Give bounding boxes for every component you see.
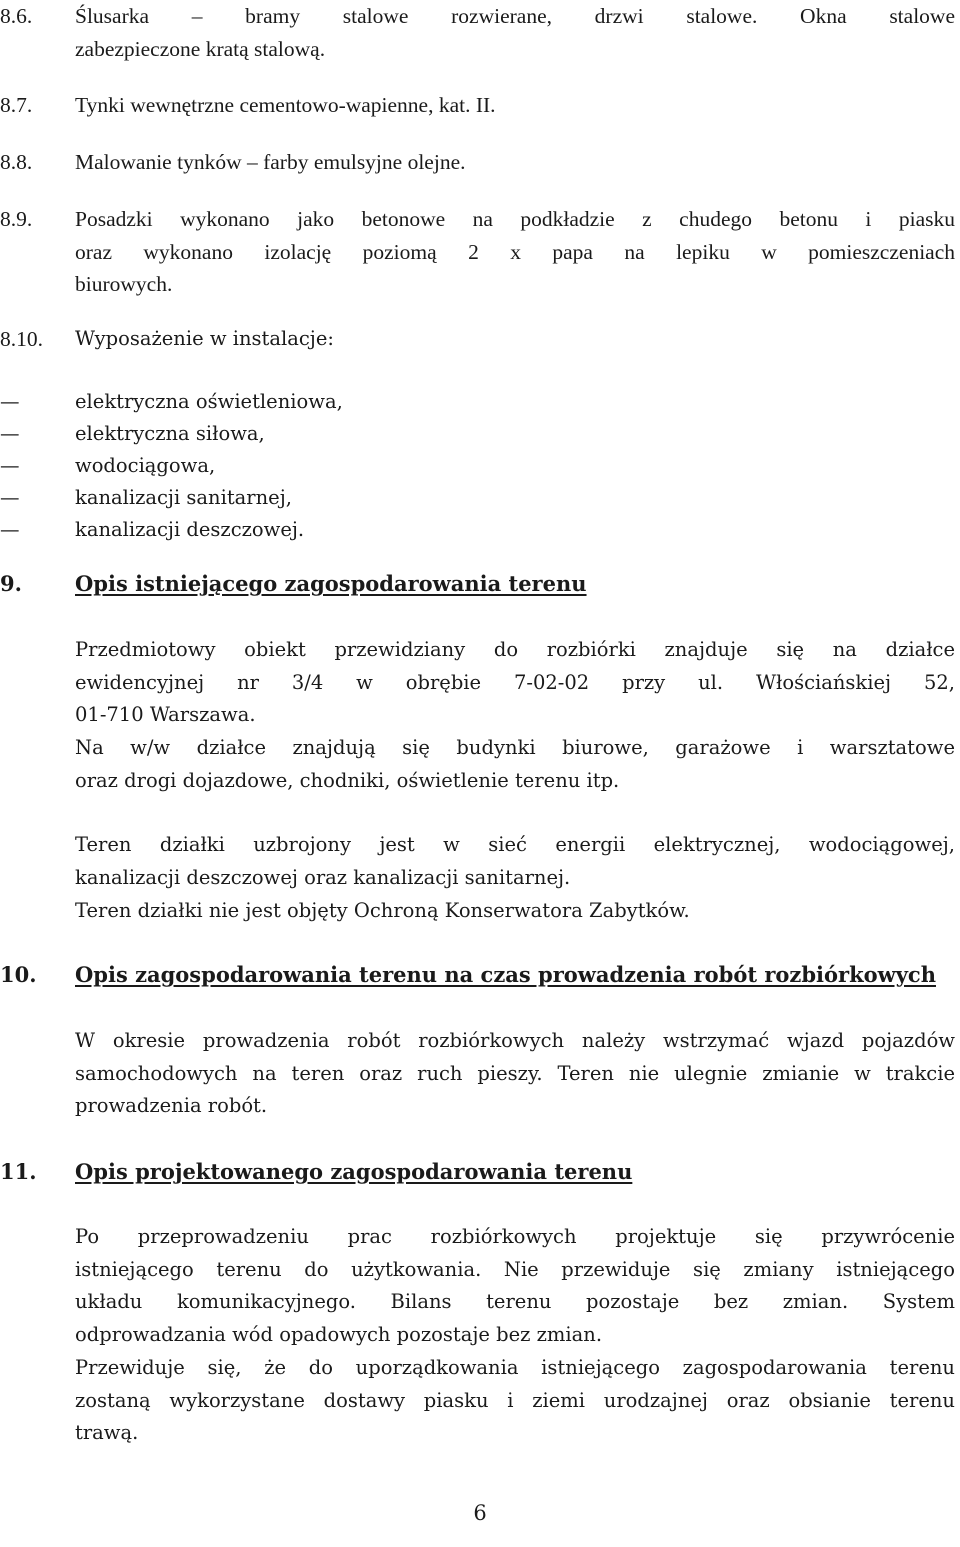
text-line: istniejącego terenu do użytkowania. Nie przewiduje się zmiany istniejącego xyxy=(75,1257,955,1281)
text-line: oraz drogi dojazdowe, chodniki, oświetlenie terenu itp. xyxy=(75,768,620,792)
text-line: odprowadzania wód opadowych pozostaje bez zmian. xyxy=(75,1322,603,1346)
text-line: Po przeprowadzeniu prac rozbiórkowych projektuje się przywrócenie xyxy=(75,1225,955,1248)
paragraph xyxy=(75,1025,955,1123)
text-line: trawą. xyxy=(75,1421,139,1444)
text-line: 01-710 Warszawa. xyxy=(75,703,256,726)
dash-bullet: — xyxy=(0,518,18,541)
paragraph xyxy=(75,1352,955,1450)
paragraph xyxy=(75,634,955,732)
text-line: zabezpieczone kratą stalową. xyxy=(75,36,326,61)
item-text xyxy=(75,0,955,65)
list-item: elektryczna oświetleniowa, xyxy=(75,390,343,413)
dash-bullet: — xyxy=(0,422,18,445)
text-line: Teren działki uzbrojony jest w sieć energii elektrycznej, wodociągowej, xyxy=(75,833,955,856)
dash-bullet: — xyxy=(0,454,18,477)
item-number: 8.8. xyxy=(0,150,33,174)
text-line: Przedmiotowy obiekt przewidziany do rozbiórki znajduje się na działce xyxy=(75,638,955,661)
item-number: 8.10. xyxy=(0,327,43,351)
section-heading: Opis istniejącego zagospodarowania terenu xyxy=(75,571,587,596)
list-item: wodociągowa, xyxy=(75,454,216,477)
text-line: Na w/w działce znajdują się budynki biurowe, garażowe i warsztatowe xyxy=(75,736,955,759)
paragraph xyxy=(75,829,955,894)
list-item: kanalizacji deszczowej. xyxy=(75,518,305,541)
item-text: Malowanie tynków – farby emulsyjne olejne. xyxy=(75,150,466,174)
section-number: 11. xyxy=(0,1159,37,1184)
text-line: Posadzki wykonano jako betonowe na podkładzie z chudego betonu i piasku xyxy=(75,207,955,231)
list-item: elektryczna siłowa, xyxy=(75,422,265,445)
text-line: zostaną wykorzystane dostawy piasku i ziemi urodzajnej oraz obsianie terenu xyxy=(75,1388,955,1412)
text-line: układu komunikacyjnego. Bilans terenu pozostaje bez zmian. System xyxy=(75,1290,955,1313)
text-line: kanalizacji deszczowej oraz kanalizacji sanitarnej. xyxy=(75,865,571,889)
text-line: oraz wykonano izolację poziomą 2 x papa na lepiku w pomieszczeniach xyxy=(75,239,955,264)
paragraph xyxy=(75,1221,955,1351)
text-line: W okresie prowadzenia robót rozbiórkowych należy wstrzymać wjazd pojazdów xyxy=(75,1029,955,1052)
paragraph: Teren działki nie jest objęty Ochroną Konserwatora Zabytków. xyxy=(75,899,690,922)
dash-bullet: — xyxy=(0,390,18,413)
item-text xyxy=(75,203,955,301)
section-heading: Opis zagospodarowania terenu na czas prowadzenia robót rozbiórkowych xyxy=(75,962,936,987)
page-number: 6 xyxy=(473,1501,487,1525)
text-line: Ślusarka – bramy stalowe rozwierane, drzwi stalowe. Okna stalowe xyxy=(75,4,955,28)
item-number: 8.9. xyxy=(0,207,33,231)
section-heading: Opis projektowanego zagospodarowania terenu xyxy=(75,1159,633,1184)
section-number: 9. xyxy=(0,571,22,596)
item-text: Tynki wewnętrzne cementowo-wapienne, kat. II. xyxy=(75,93,496,117)
list-item: kanalizacji sanitarnej, xyxy=(75,486,292,509)
dash-bullet: — xyxy=(0,486,18,509)
text-line: Przewiduje się, że do uporządkowania istniejącego zagospodarowania terenu xyxy=(75,1356,955,1379)
text-line: biurowych. xyxy=(75,272,173,296)
item-number: 8.6. xyxy=(0,4,33,28)
section-number: 10. xyxy=(0,962,37,987)
item-text: Wyposażenie w instalacje: xyxy=(75,327,334,350)
item-number: 8.7. xyxy=(0,93,33,117)
text-line: samochodowych na teren oraz ruch pieszy. Teren nie ulegnie zmianie w trakcie xyxy=(75,1061,955,1085)
text-line: ewidencyjnej nr 3/4 w obrębie 7-02-02 przy ul. Włościańskiej 52, xyxy=(75,670,955,694)
text-line: prowadzenia robót. xyxy=(75,1094,268,1117)
paragraph xyxy=(75,732,955,797)
